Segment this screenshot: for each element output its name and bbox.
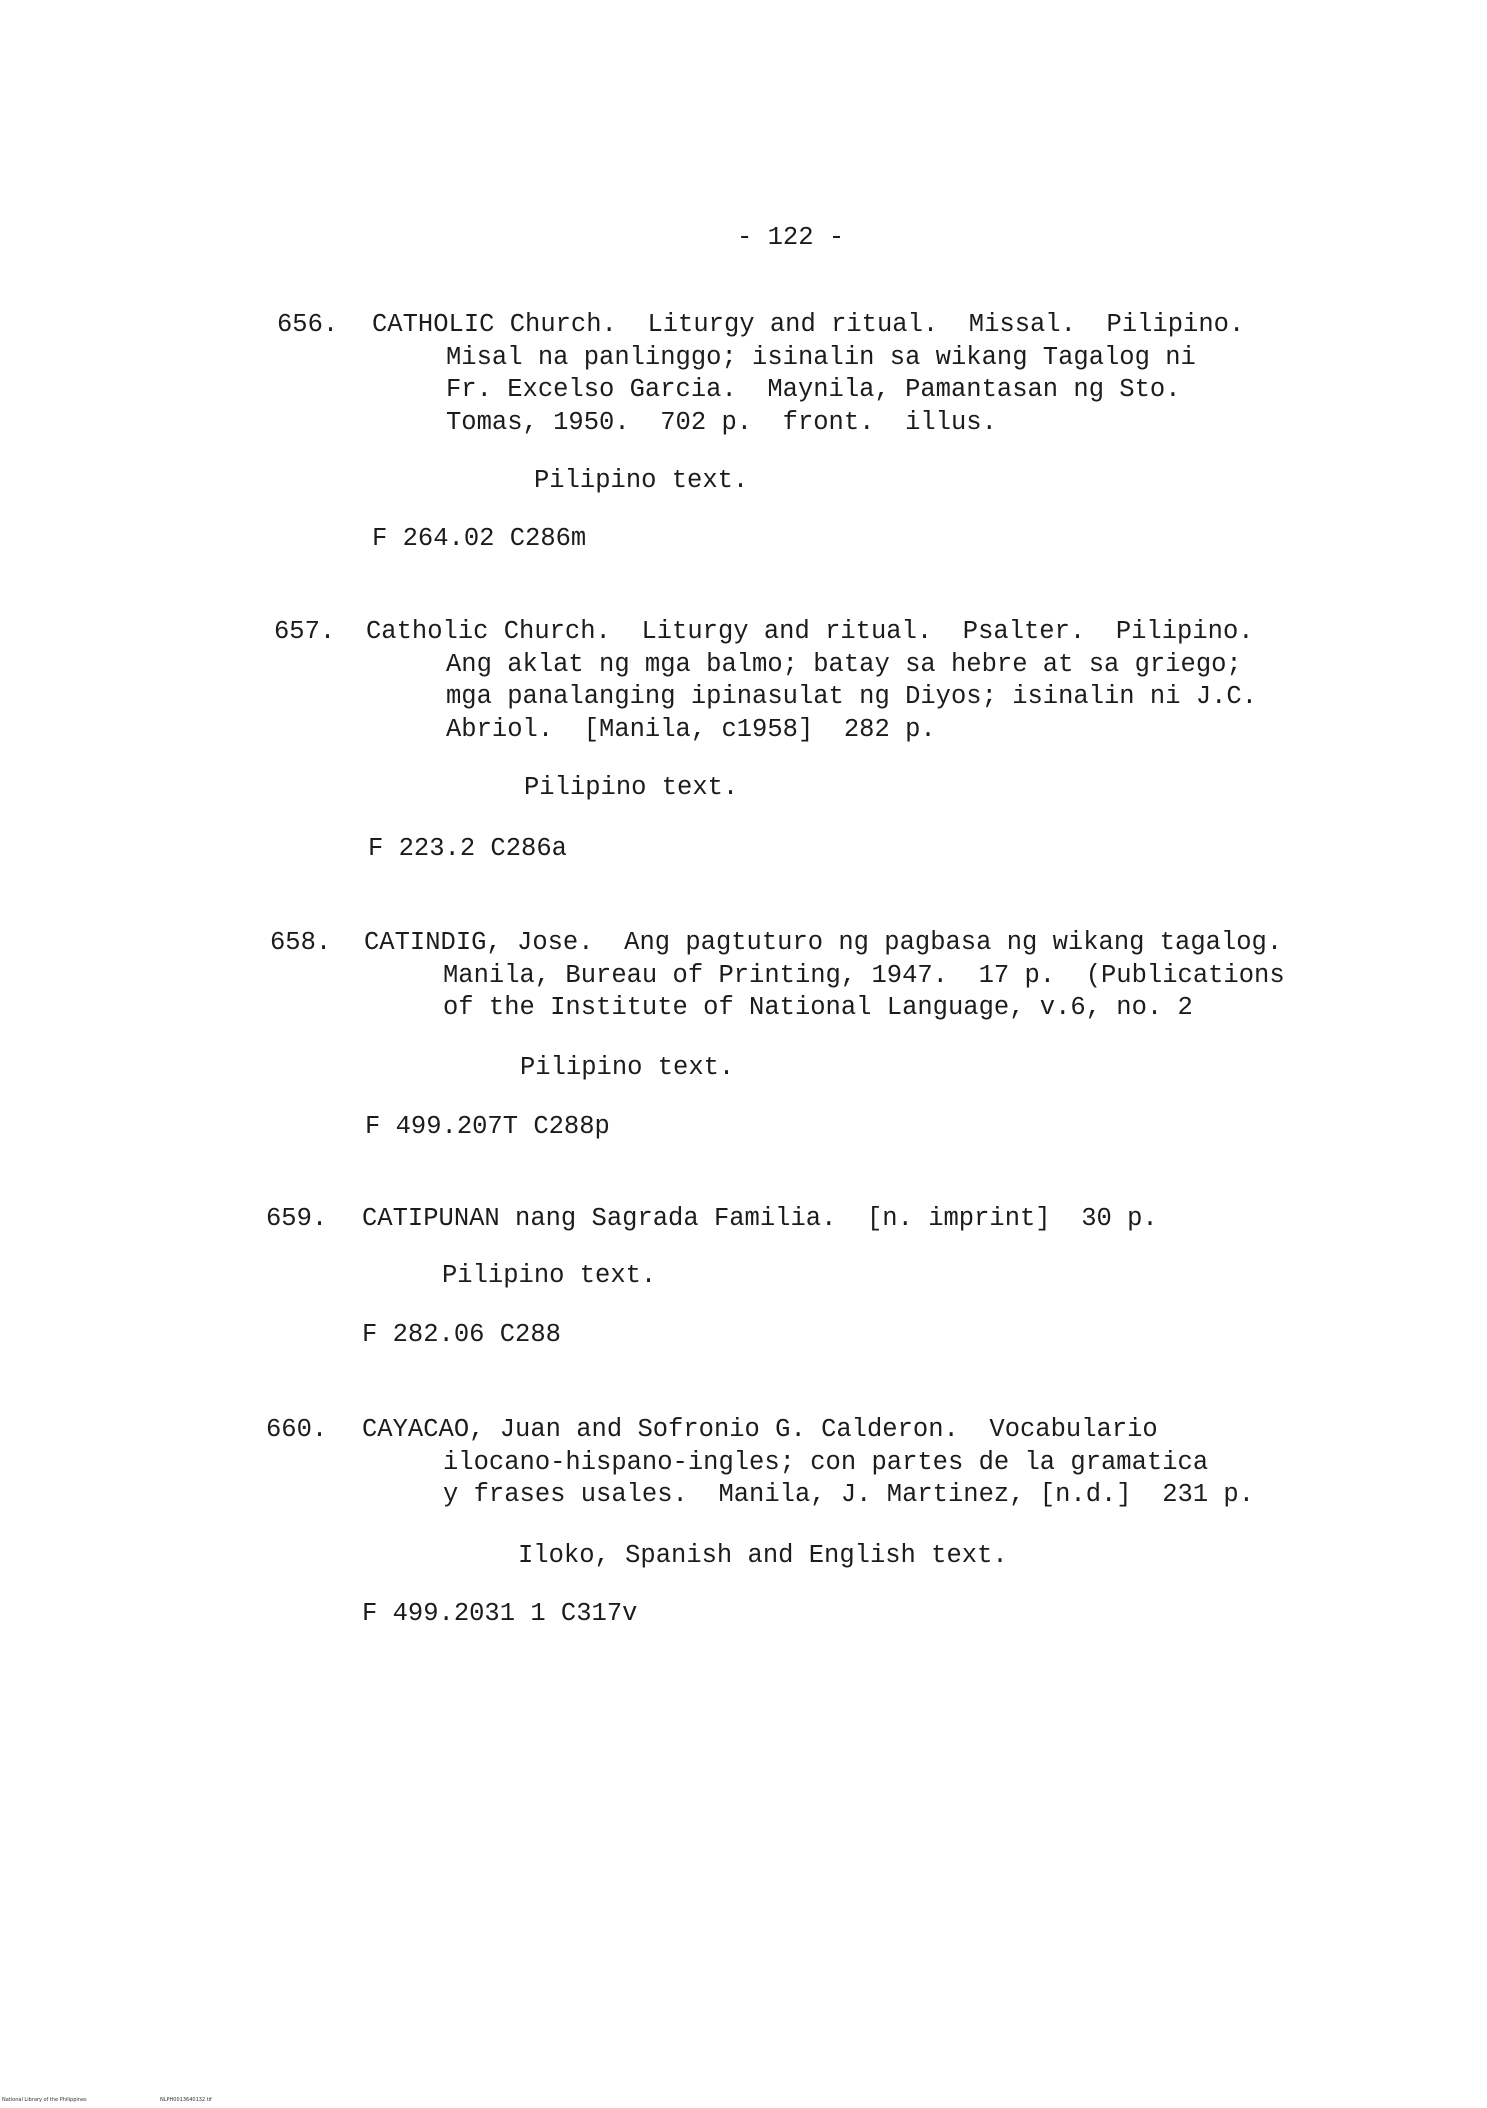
entry-line: ilocano-hispano-ingles; con partes de la gramatica: [443, 1447, 1209, 1477]
entry-number: 660.: [266, 1415, 328, 1444]
entry-number: 656.: [277, 310, 339, 339]
entry-line: Tomas, 1950. 702 p. front. illus.: [446, 407, 997, 437]
entry-line: of the Institute of National Language, v.6, no. 2: [443, 993, 1193, 1022]
entry-note: Iloko, Spanish and English text.: [518, 1541, 1008, 1570]
bibliography-entry-657: [0, 615, 1487, 755]
bibliography-entry-658: [0, 926, 1487, 1066]
entry-note: Pilipino text.: [520, 1053, 735, 1082]
entry-line: Fr. Excelso Garcia. Maynila, Pamantasan ng Sto.: [446, 375, 1181, 404]
entry-line: y frases usales. Manila, J. Martinez, [n.d.] 231 p.: [443, 1480, 1255, 1509]
entry-line: CATHOLIC Church. Liturgy and ritual. Missal. Pilipino.: [372, 310, 1245, 339]
entry-note: Pilipino text.: [442, 1261, 657, 1290]
entry-line: CATIPUNAN nang Sagrada Familia. [n. imprint] 30 p.: [362, 1204, 1158, 1233]
entry-number: 659.: [266, 1204, 328, 1233]
footer-file-id: NLPH0013640132.tif: [160, 2097, 212, 2103]
entry-note: Pilipino text.: [534, 466, 749, 495]
call-number: F 264.02 C286m: [372, 524, 587, 553]
entry-note: Pilipino text.: [524, 773, 739, 802]
footer-institution: National Library of the Philippines: [2, 2097, 87, 2103]
entry-number: 658.: [270, 928, 332, 957]
bibliography-entry-659: [0, 1202, 1487, 1342]
call-number: F 499.2031 1 C317v: [362, 1599, 638, 1628]
entry-line: Manila, Bureau of Printing, 1947. 17 p. (Publications: [443, 960, 1285, 990]
bibliography-entry-660: [0, 1413, 1487, 1553]
entry-line: Catholic Church. Liturgy and ritual. Psalter. Pilipino.: [366, 617, 1254, 646]
bibliography-entry-656: [0, 308, 1487, 448]
entry-line: Abriol. [Manila, c1958] 282 p.: [446, 714, 936, 744]
call-number: F 223.2 C286a: [368, 834, 567, 863]
call-number: F 282.06 C288: [362, 1320, 561, 1349]
entry-line: Ang aklat ng mga balmo; batay sa hebre at sa griego;: [446, 649, 1242, 679]
call-number: F 499.207T C288p: [365, 1112, 610, 1141]
entry-line: CATINDIG, Jose. Ang pagtuturo ng pagbasa ng wikang tagalog.: [364, 928, 1283, 957]
entry-line: mga panalanging ipinasulat ng Diyos; isinalin ni J.C.: [446, 682, 1258, 711]
entry-number: 657.: [274, 617, 336, 646]
entry-line: CAYACAO, Juan and Sofronio G. Calderon. Vocabulario: [362, 1415, 1158, 1444]
page-number: - 122 -: [737, 223, 845, 252]
entry-line: Misal na panlinggo; isinalin sa wikang Tagalog ni: [446, 342, 1196, 372]
